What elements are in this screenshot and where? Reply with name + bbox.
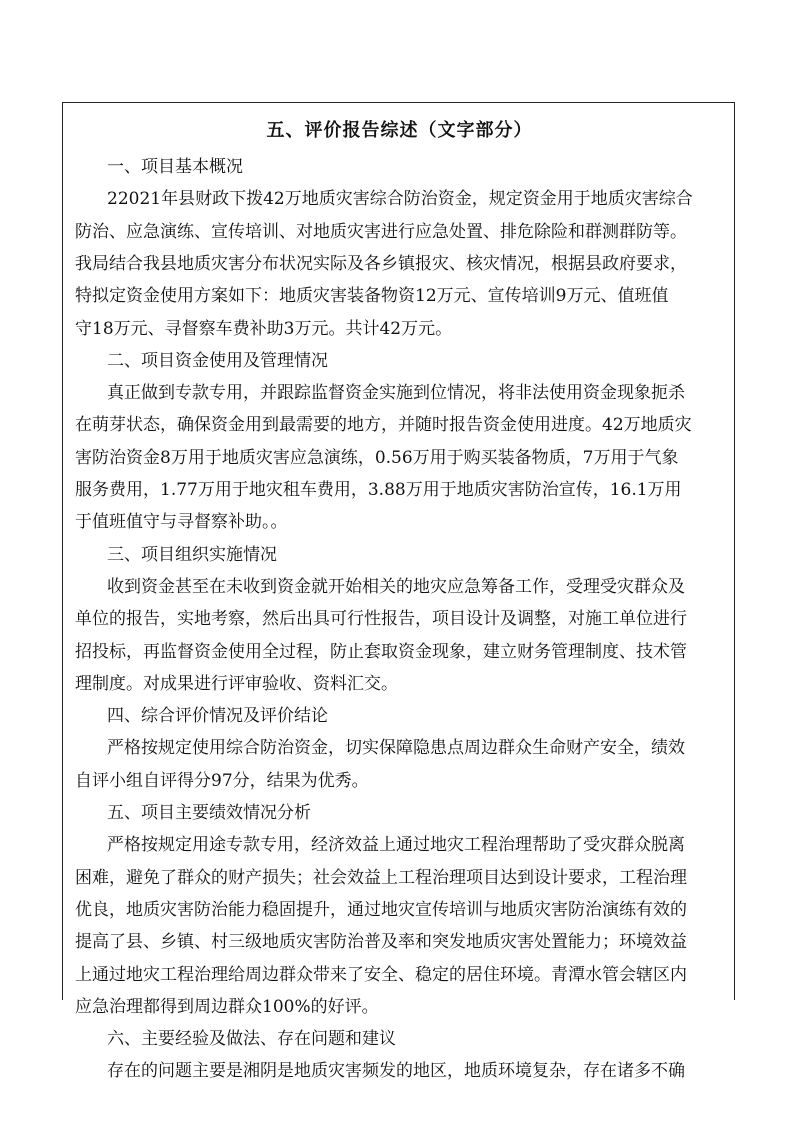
- paragraph-line: 自评小组自评得分97分，结果为优秀。: [75, 770, 369, 791]
- paragraph-line: 服务费用，1.77万用于地灾租车费用，3.88万用于地质灾害防治宣传，16.1万用: [75, 480, 682, 500]
- page-title: 五、评价报告综述（文字部分）: [266, 120, 533, 141]
- report-frame: [62, 102, 735, 1082]
- paragraph-line: 困难，避免了群众的财产损失；社会效益上工程治理项目达到设计要求，工程治理: [75, 867, 687, 888]
- paragraph-line: 优良，地质灾害防治能力稳固提升，通过地灾宣传培训与地质灾害防治演练有效的: [75, 899, 687, 920]
- paragraph-line: 应急治理都得到周边群众100%的好评。: [75, 996, 379, 1017]
- paragraph-line: 防治、应急演练、宣传培训、对地质灾害进行应急处置、排危除险和群测群防等。: [75, 221, 687, 242]
- paragraph-line: 理制度。对成果进行评审验收、资料汇交。: [75, 673, 398, 694]
- paragraph-line: 存在的问题主要是湘阴是地质灾害频发的地区，地质环境复杂，存在诸多不确: [107, 1061, 685, 1082]
- paragraph-line: 真正做到专款专用，并跟踪监督资金实施到位情况，将非法使用资金现象扼杀: [107, 383, 685, 404]
- paragraph-line: 害防治资金8万用于地质灾害应急演练，0.56万用于购买装备物质，7万用于气象: [75, 447, 679, 468]
- paragraph-line: 单位的报告，实地考察，然后出具可行性报告，项目设计及调整，对施工单位进行: [75, 609, 687, 630]
- section-heading: 一、项目基本概况: [107, 157, 243, 177]
- paragraph-line: 收到资金甚至在未收到资金就开始相关的地灾应急筹备工作，受理受灾群众及: [107, 576, 685, 597]
- paragraph-line: 严格按规定使用综合防治资金，切实保障隐患点周边群众生命财产安全，绩效: [107, 738, 685, 759]
- paragraph-line: 守18万元、寻督察车费补助3万元。共计42万元。: [75, 318, 453, 339]
- section-heading: 六、主要经验及做法、存在问题和建议: [107, 1029, 396, 1050]
- paragraph-line: 提高了县、乡镇、村三级地质灾害防治普及率和突发地质灾害处置能力；环境效益: [75, 932, 687, 953]
- section-heading: 三、项目组织实施情况: [107, 544, 277, 565]
- paragraph-line: 我局结合我县地质灾害分布状况实际及各乡镇报灾、核灾情况，根据县政府要求，: [75, 253, 687, 274]
- section-heading: 二、项目资金使用及管理情况: [107, 350, 328, 371]
- paragraph-line: 于值班值守与寻督察补助。。: [75, 512, 288, 533]
- paragraph-line: 在萌芽状态，确保资金用到最需要的地方，并随时报告资金使用进度。42万地质灾: [75, 415, 692, 436]
- paragraph-line: 招投标，再监督资金使用全过程，防止套取资金现象，建立财务管理制度、技术管: [75, 641, 687, 662]
- paragraph-line: 22021年县财政下拨42万地质灾害综合防治资金，规定资金用于地质灾害综合: [107, 189, 693, 210]
- section-heading: 四、综合评价情况及评价结论: [107, 706, 328, 727]
- paragraph-line: 特拟定资金使用方案如下：地质灾害装备物资12万元、宣传培训9万元、值班值: [75, 286, 669, 307]
- paragraph-line: 严格按规定用途专款专用，经济效益上通过地灾工程治理帮助了受灾群众脱离: [107, 835, 685, 856]
- paragraph-line: 上通过地灾工程治理给周边群众带来了安全、稳定的居住环境。青潭水管会辖区内: [75, 964, 687, 985]
- section-heading: 五、项目主要绩效情况分析: [107, 803, 311, 823]
